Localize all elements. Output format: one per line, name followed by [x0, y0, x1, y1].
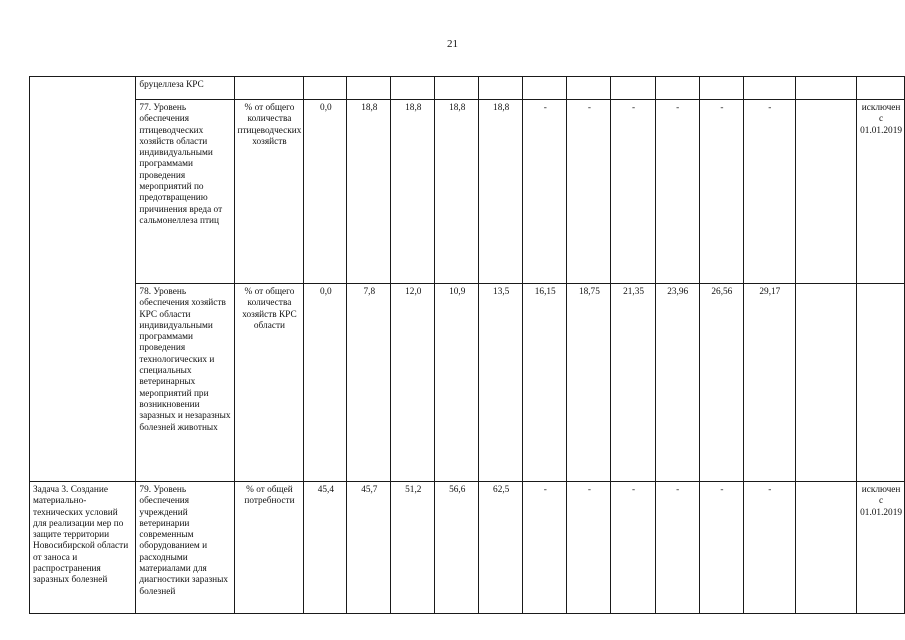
value-cell: -	[611, 482, 655, 614]
value-cell: 18,8	[435, 100, 479, 284]
value-cell: 16,15	[523, 284, 567, 482]
value-cell: -	[743, 482, 795, 614]
task-cell: Задача 3. Создание материально-технических условий для реализации мер по защите территории Новосибирской области от заноса и распространения заразных болезней	[30, 482, 136, 614]
indicator-cell: 77. Уровень обеспечения птицеводческих хозяйств области индивидуальными программами проведения мероприятий по предотвращению причинения вреда от сальмонеллеза птиц	[136, 100, 234, 284]
value-cell: -	[567, 100, 611, 284]
unit-cell: % от общей потребности	[234, 482, 304, 614]
value-cell	[699, 77, 743, 100]
value-cell	[795, 284, 856, 482]
value-cell: 23,96	[655, 284, 699, 482]
value-cell	[795, 77, 856, 100]
value-cell	[435, 77, 479, 100]
value-cell: 10,9	[435, 284, 479, 482]
value-cell: 29,17	[743, 284, 795, 482]
value-cell: -	[743, 100, 795, 284]
value-cell	[795, 482, 856, 614]
value-cell: 26,56	[699, 284, 743, 482]
value-cell: 18,8	[479, 100, 523, 284]
value-cell: 0,0	[304, 284, 347, 482]
table-row	[30, 482, 905, 614]
value-cell: 12,0	[391, 284, 435, 482]
value-cell: 51,2	[391, 482, 435, 614]
note-cell: исключен с 01.01.2019	[857, 100, 905, 284]
value-cell: -	[523, 100, 567, 284]
value-cell: 7,8	[347, 284, 391, 482]
indicators-table	[29, 76, 905, 614]
task-cell	[30, 77, 136, 482]
value-cell	[347, 77, 391, 100]
value-cell: -	[567, 482, 611, 614]
value-cell	[304, 77, 347, 100]
value-cell	[611, 77, 655, 100]
note-cell	[857, 284, 905, 482]
value-cell	[795, 100, 856, 284]
value-cell: -	[655, 482, 699, 614]
note-cell: исключен с 01.01.2019	[857, 482, 905, 614]
table-row	[30, 284, 905, 482]
value-cell: 18,75	[567, 284, 611, 482]
page-number: 21	[447, 38, 458, 50]
value-cell	[523, 77, 567, 100]
value-cell: 0,0	[304, 100, 347, 284]
indicator-cell: 78. Уровень обеспечения хозяйств КРС области индивидуальными программами проведения технологических и специальных ветеринарных мероприятий при возникновении заразных и незаразных болезней животных	[136, 284, 234, 482]
table-row	[30, 77, 905, 100]
value-cell: 56,6	[435, 482, 479, 614]
value-cell: 18,8	[391, 100, 435, 284]
note-cell	[857, 77, 905, 100]
unit-cell: % от общего количества хозяйств КРС области	[234, 284, 304, 482]
value-cell: 45,7	[347, 482, 391, 614]
indicator-cell: 79. Уровень обеспечения учреждений ветеринарии современным оборудованием и расходными материалами для диагностики заразных болезней	[136, 482, 234, 614]
value-cell	[567, 77, 611, 100]
value-cell: -	[523, 482, 567, 614]
value-cell: 18,8	[347, 100, 391, 284]
unit-cell	[234, 77, 304, 100]
value-cell	[743, 77, 795, 100]
value-cell: 21,35	[611, 284, 655, 482]
value-cell: -	[699, 482, 743, 614]
value-cell: 62,5	[479, 482, 523, 614]
value-cell	[655, 77, 699, 100]
value-cell: -	[699, 100, 743, 284]
value-cell	[479, 77, 523, 100]
value-cell: -	[611, 100, 655, 284]
value-cell: 13,5	[479, 284, 523, 482]
table-row	[30, 100, 905, 284]
unit-cell: % от общего количества птицеводческих хозяйств	[234, 100, 304, 284]
value-cell: -	[655, 100, 699, 284]
indicator-cell: бруцеллеза КРС	[136, 77, 234, 100]
value-cell: 45,4	[304, 482, 347, 614]
value-cell	[391, 77, 435, 100]
